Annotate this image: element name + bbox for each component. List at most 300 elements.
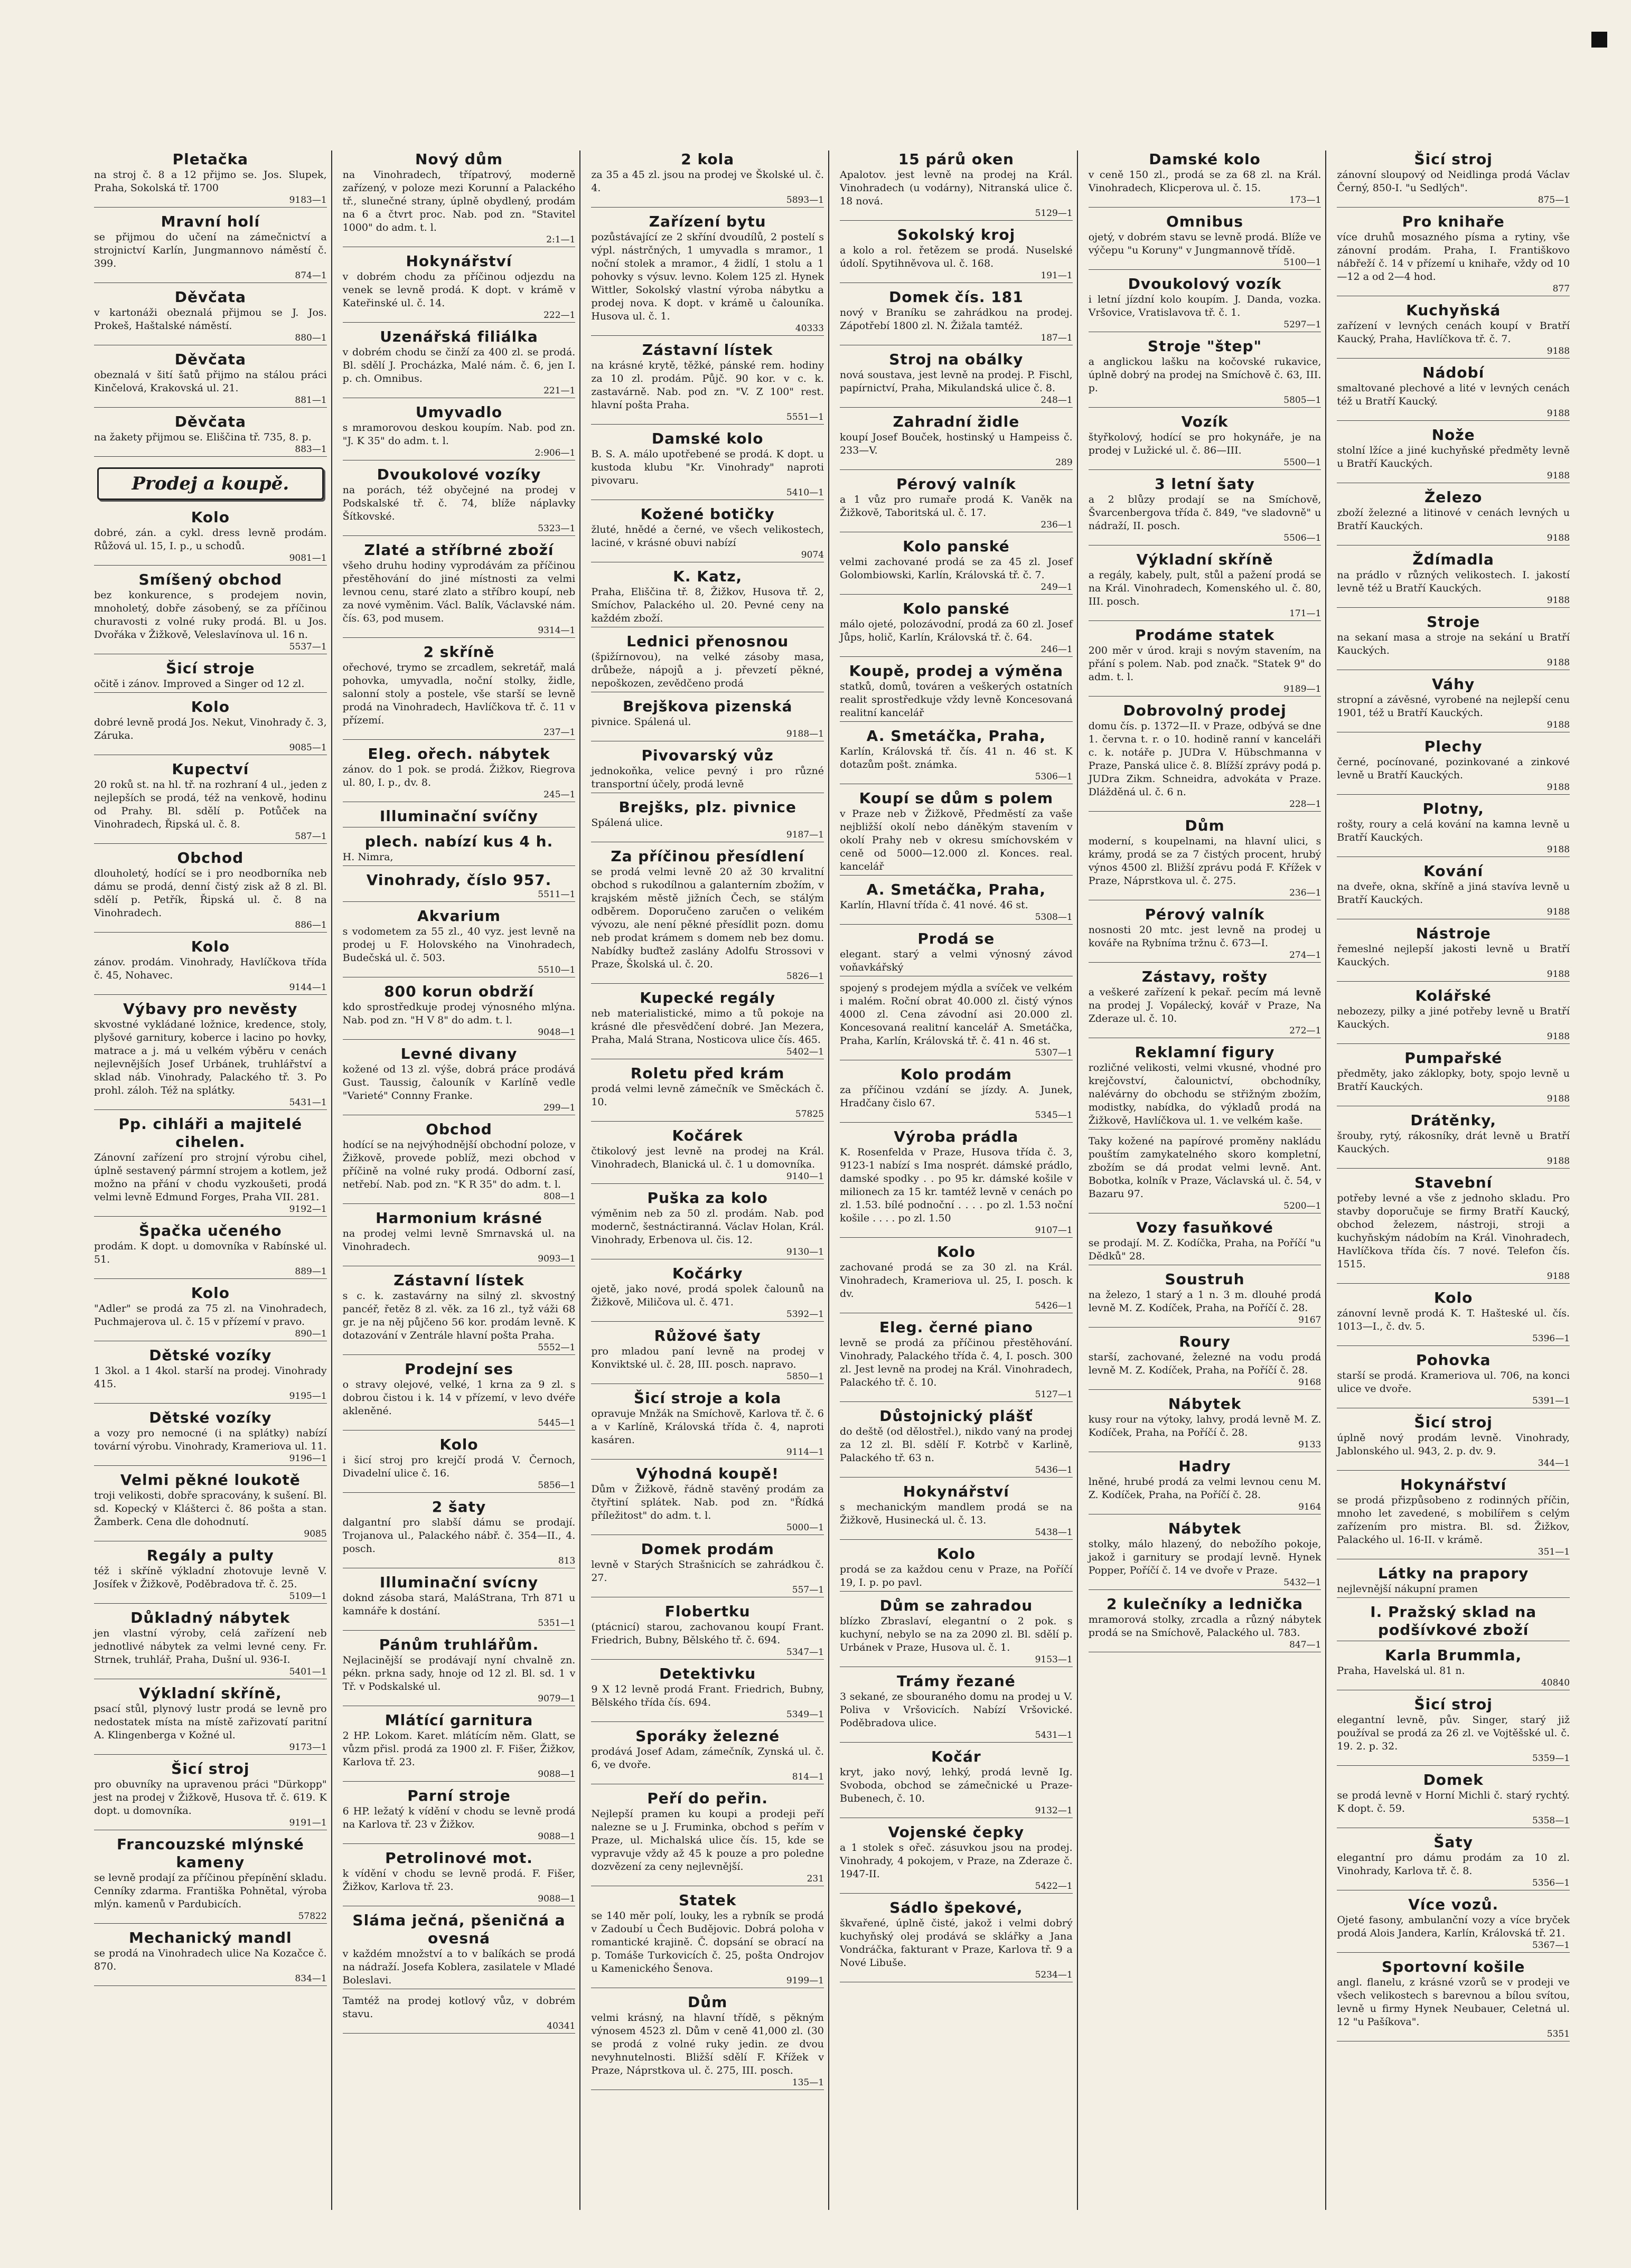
ad-text: zachované prodá se za 30 zl. na Král. Vinohradech, Krameriova ul. 25, I. posch. k dv. — [840, 1262, 1073, 1300]
ad-code: 5351 — [1546, 2029, 1570, 2039]
ad-code: 221—1 — [543, 385, 576, 396]
ad-divider — [1337, 607, 1570, 608]
ad-title: Dům — [1185, 817, 1225, 834]
ad-title: Kožené botičky — [640, 505, 775, 523]
ad-title: Děvčata — [174, 288, 246, 306]
classified-ad — [343, 1849, 576, 1906]
ad-code: 5100—1 — [1283, 257, 1321, 268]
ad-code: 5856—1 — [538, 1480, 576, 1491]
ad-title: plech. nabízí kus 4 h. — [364, 833, 554, 850]
classified-ad — [840, 1407, 1073, 1478]
ad-code: 9088—1 — [538, 1769, 576, 1780]
classified-ad — [1337, 150, 1570, 208]
ad-text: s vodometem za 55 zl., 40 vyz. jest levně na prodej u F. Holovského na Vinohradech, Budečská ul. č. 503. — [342, 926, 576, 964]
ad-divider — [1337, 1597, 1570, 1598]
ad-code: 9314—1 — [538, 625, 576, 636]
classified-ad — [591, 1127, 824, 1184]
ad-title: Dům se zahradou — [879, 1597, 1033, 1614]
ad-title: Vinohrady, číslo 957. — [366, 871, 552, 889]
ad-code: 9188 — [1546, 657, 1570, 668]
ad-divider — [1337, 420, 1570, 421]
ad-title: Zlaté a stříbrné zboží — [364, 541, 554, 559]
ad-text: nový v Braníku se zahrádkou na prodej. Zápotřebí 1800 zl. N. Žižala tamtéž. — [840, 307, 1073, 332]
ad-column — [836, 150, 1078, 2210]
classified-ad — [840, 982, 1073, 1060]
classified-ad — [591, 633, 824, 692]
ad-code: 9188 — [1546, 782, 1570, 793]
ad-text: za 35 a 45 zl. jsou na prodej ve Školské ul. č. 4. — [591, 169, 824, 194]
ad-code: 228—1 — [1289, 799, 1321, 810]
ad-text: domu čís. p. 1372—II. v Praze, odbývá se dne 1. června t. r. o 10. hodině ranní v kanceláři c. k. notáře p. JUDra V. Hübschmanna v Praze, Panská ulice č. 8. Blížší zprávy podá p. JUDra Zikm. Schneidra, advokáta v Praze. Dlážděná ul. č. 6 n. — [1088, 720, 1321, 798]
ad-divider — [840, 1539, 1073, 1540]
ad-title: Pérový valník — [896, 475, 1016, 493]
ad-title: Brejškova pizenská — [622, 698, 793, 715]
classified-ad — [343, 541, 576, 638]
classified-ad — [1089, 213, 1321, 270]
ad-code: 889—1 — [295, 1266, 327, 1277]
ad-text: zařízení v levných cenách koupí v Bratří Kaucký, Praha, Havlíčkova tř. č. 7. — [1337, 320, 1570, 345]
ad-text: psací stůl, plynový lustr prodá se levně pro nedostatek místa na místě zařizovatí paritní A. Klingenberga v Kožné ul. — [94, 1703, 327, 1741]
ad-text: kryt, jako nový, lehký, prodá levně Ig. Svoboda, obchod se zámečnické u Praze-Bubenech, č. 10. — [840, 1766, 1073, 1804]
ad-code: 5402—1 — [786, 1047, 824, 1057]
classified-ad — [94, 1115, 327, 1217]
classified-ad — [1337, 1958, 1570, 2041]
ad-title: Dětské vozíky — [149, 1347, 272, 1364]
ad-text: málo ojeté, polozávodní, prodá za 60 zl. Josef Jůps, holič, Karlín, Královská tř. č. 64. — [840, 618, 1073, 643]
ad-divider — [591, 1459, 824, 1460]
ad-code: 5127—1 — [1035, 1389, 1073, 1400]
ad-text: stolní lžíce a jiné kuchyňské předměty levně u Bratří Kauckých. — [1337, 445, 1570, 469]
ad-title: Výbavy pro nevěsty — [123, 1000, 298, 1018]
classified-ad — [1337, 1414, 1570, 1471]
ad-text: Taky kožené na papírové proměny nakládu pouštím zamykatelného skoro kompletní, zbožím se dá prodat velmi levně. Ant. Bobotka, kolník v Praze, Václavská ul. č. 54, v Bazaru 97. — [1088, 1135, 1321, 1200]
ad-code: 9074 — [801, 550, 824, 560]
ad-text: a 2 blůzy prodají se na Smíchově, Švarcenbergova třída č. 849, "ve sladovně" u nádraží, II. posch. — [1088, 494, 1321, 532]
ad-text: zánov. do 1 pok. se prodá. Žižkov, Riegrova ul. 80, I. p., dv. 8. — [342, 764, 576, 788]
classified-ad — [840, 789, 1073, 876]
ad-text: jen vlastní výroby, celá zařízení neb jednotlivé nábytek za velmi levné ceny. Fr. Strnek, truhlář, Praha, Dušní ul. 936-I. — [94, 1627, 327, 1665]
classified-ad — [343, 403, 576, 460]
ad-text: stolky, málo hlazený, do nebožího pokoje, jakož i garnitury se prodají levně. Hynek Popper, Poříčí č. 14 ve dvoře v Praze. — [1088, 1538, 1321, 1576]
ad-title: Kolo — [936, 1545, 976, 1563]
ad-text: zboží železné a litinové v cenách levných u Bratří Kauckých. — [1337, 507, 1570, 532]
ad-title: Illuminační svícny — [379, 1574, 539, 1591]
ad-divider — [1337, 794, 1570, 795]
ad-divider — [94, 994, 327, 995]
ad-title: Petrolinové mot. — [385, 1849, 533, 1867]
classified-ad — [1337, 551, 1570, 608]
ad-divider — [840, 1122, 1073, 1123]
ad-code: 5234—1 — [1035, 1970, 1073, 1980]
ad-title: Statek — [678, 1891, 737, 1909]
classified-ad — [94, 1222, 327, 1279]
classified-ad — [840, 1545, 1073, 1592]
ad-column — [1084, 150, 1327, 2210]
classified-ad — [840, 1823, 1073, 1894]
classified-ad — [1089, 1219, 1321, 1265]
ad-code: 2:1—1 — [546, 234, 576, 245]
classified-ad — [591, 1389, 824, 1460]
ad-title: Peří do peřin. — [647, 1790, 768, 1807]
classified-ad — [343, 983, 576, 1040]
ad-title: Dvoukolový vozík — [1128, 275, 1282, 293]
ad-title: Plechy — [1424, 738, 1483, 755]
classified-ad — [591, 1993, 824, 2090]
classified-ad — [94, 1684, 327, 1755]
ad-title: Roletu před krám — [630, 1065, 785, 1082]
ad-code: 9144—1 — [289, 982, 327, 993]
ad-text: a 1 vůz pro rumaře prodá K. Vaněk na Žižkově, Taboritská ul. č. 17. — [840, 494, 1073, 519]
ad-title: Damské kolo — [1149, 150, 1261, 168]
ad-code: 236—1 — [1041, 520, 1073, 530]
ad-text: Spálená ulice. — [591, 817, 663, 829]
classified-ad — [343, 1045, 576, 1115]
classified-ad — [1089, 1395, 1321, 1452]
ad-divider — [591, 983, 824, 984]
ad-text: čtikolový jest levně na prodej na Král. Vinohradech, Blanická ul. č. 1 u domovníka. — [591, 1145, 824, 1170]
ad-code: 5358—1 — [1532, 1815, 1570, 1826]
ad-text: pivnice. Spálená ul. — [591, 716, 691, 728]
ad-title: Váhy — [1432, 675, 1475, 693]
ad-title: Umyvadlo — [415, 403, 503, 421]
ad-title: Důkladný nábytek — [130, 1609, 290, 1626]
ad-title: Akvarium — [417, 907, 501, 925]
ad-divider — [94, 1465, 327, 1466]
ad-text: obeznalá v šití šatů přijmo na stálou práci Kinčelová, Krakovská ul. 21. — [94, 369, 327, 394]
classified-ad — [94, 849, 327, 933]
ad-title: Stroje — [1427, 613, 1480, 630]
classified-ad — [94, 1929, 327, 1986]
classified-ad — [591, 1727, 824, 1784]
ad-code: 9085 — [304, 1529, 327, 1539]
ad-title: Nábytek — [1168, 1520, 1242, 1537]
ad-code: 351—1 — [1538, 1547, 1570, 1557]
ad-title: Domek — [1423, 1771, 1484, 1789]
ad-code: 5422—1 — [1035, 1881, 1073, 1891]
classified-ad — [94, 760, 327, 844]
ad-text: nebozezy, pilky a jiné potřeby levně u Bratří Kauckých. — [1337, 1005, 1570, 1030]
ad-text: blízko Zbraslaví, elegantní o 2 pok. s kuchyní, nebylo se na za 2090 zl. Bl. sdělí p. Urbánek v Praze, Husova ul. č. 1. — [840, 1615, 1073, 1653]
ad-code: 9188 — [1546, 470, 1570, 481]
ad-title: Sokolský kroj — [897, 226, 1016, 243]
ad-title: Kolo — [1434, 1289, 1473, 1306]
ad-divider — [343, 1039, 576, 1040]
ad-text: na prodej velmi levně Smrnavská ul. na Vinohradech. — [342, 1228, 576, 1253]
ad-text: na Vinohradech, třípatrový, moderně zařízený, v poloze mezi Korunní a Palackého tř., slunečné strany, úplně obydlený, prodám na 6 a čtvrt proc. Nab. pod zn. "Stavitel 1000" do adm. t. l. — [342, 169, 576, 233]
ad-text: dalgantní pro slabší dámu se prodají. Trojanova ul., Palackého nábř. č. 354—II., 4. posch. — [342, 1517, 576, 1555]
ad-text: i letní jízdní kolo koupím. J. Danda, vozka. Vršovice, Vratislavova tř. č. 1. — [1088, 294, 1321, 318]
classified-ad — [840, 1672, 1073, 1743]
ad-code: 5200—1 — [1283, 1201, 1321, 1211]
ad-title: Šicí stroj — [1414, 1696, 1493, 1713]
ad-text: zánov. prodám. Vinohrady, Havlíčkova třída č. 45, Nohavec. — [94, 956, 327, 981]
ad-code: 237—1 — [543, 727, 576, 738]
classified-ad — [591, 1065, 824, 1122]
ad-title: Kočár — [931, 1748, 981, 1765]
classified-ad — [591, 798, 824, 842]
ad-text: v kartonáži obeznalá přijmou se J. Jos. Prokeš, Haštalské náměstí. — [94, 307, 327, 332]
ad-code: 9188—1 — [786, 729, 824, 739]
ad-code: 245—1 — [543, 789, 576, 800]
ad-title: Regály a pulty — [146, 1547, 274, 1564]
ad-divider — [94, 456, 327, 457]
ad-text: Apalotov. jest levně na prodej na Král. Vinohradech (u vodárny), Nitranská ulice č. 18 nová. — [840, 169, 1073, 207]
ad-title: Pletačka — [172, 150, 249, 168]
classified-ad — [1337, 213, 1570, 296]
ad-title: Vozy fasuňkové — [1136, 1219, 1273, 1236]
ad-code: 5500—1 — [1283, 457, 1321, 468]
ad-divider — [1089, 962, 1321, 963]
ad-code: 9188 — [1546, 1271, 1570, 1282]
ad-text: jednokoňka, velice pevný i pro různé transportní účely, prodá levně — [591, 765, 824, 790]
ad-code: 9048—1 — [538, 1027, 576, 1038]
ad-text: ořechové, trymo se zrcadlem, sekretář, malá pohovka, umyvadla, noční stolky, židle, salonní stoly a postele, vše starší se levně prodá na Vinohradech, Havlíčkova tř. č. 11 v přízemí. — [342, 662, 576, 726]
ad-title: Nádobí — [1422, 364, 1485, 381]
ad-title: Koupě, prodej a výměna — [849, 662, 1064, 680]
ad-code: 9173—1 — [289, 1742, 327, 1753]
ad-title: 2 skříně — [423, 643, 495, 661]
ad-code: 5401—1 — [289, 1667, 327, 1677]
ad-code: 5351—1 — [538, 1618, 576, 1629]
ad-title: Výkladní skříně — [1136, 551, 1273, 568]
classified-ad — [1089, 702, 1321, 812]
ad-code: 5410—1 — [786, 487, 824, 498]
ad-title: Sláma ječná, pšeničná a ovesná — [352, 1912, 566, 1947]
ad-code: 274—1 — [1289, 950, 1321, 961]
classified-ad — [591, 1665, 824, 1722]
ad-text: pro obuvníky na upravenou práci "Dürkopp" jest na prodej v Žižkově, Husova tř. č. 619. K dopt. u domovníka. — [94, 1778, 327, 1817]
ad-code: 236—1 — [1289, 888, 1321, 898]
classified-ad — [343, 328, 576, 398]
ad-divider — [94, 1109, 327, 1110]
ad-text: za příčinou vzdání se jízdy. A. Junek, Hradčany čislo 67. — [840, 1084, 1073, 1109]
classified-ad — [94, 660, 327, 693]
ad-text: prodá velmi levně zámečník ve Směckách č. 10. — [591, 1083, 824, 1108]
classified-ad — [343, 1498, 576, 1568]
ad-column — [1333, 150, 1574, 2210]
ad-text: bez konkurence, s prodejem novin, mnoholetý, dobře zásobený, se za příčinou churavosti z volné ruky prodá. Bl. u Jos. Dvořáka v Žižkově, Veleslavínova ul. 16 n. — [94, 589, 327, 641]
ad-text: troji velikosti, dobře spracovány, k sušení. Bl. sd. Kopecký v Klášterci č. 86 pošta a stan. Žamberk. Cena dle dohodnutí. — [94, 1490, 327, 1528]
ad-text: Tamtéž na prodej kotlový vůz, v dobrém stavu. — [342, 1995, 576, 2020]
ad-divider — [343, 1843, 576, 1844]
ad-code: 5306—1 — [1035, 771, 1073, 782]
ad-divider — [343, 1781, 576, 1782]
ad-code: 5396—1 — [1532, 1333, 1570, 1344]
ad-title: Vozík — [1181, 413, 1229, 430]
classified-ad — [343, 1994, 576, 2034]
classified-ad — [1089, 337, 1321, 408]
classified-ad — [94, 509, 327, 566]
ad-code: 834—1 — [295, 1973, 327, 1984]
classified-ad — [94, 571, 327, 654]
ad-text: starší se prodá. Krameriova ul. 706, na konci ulice ve dvoře. — [1337, 1370, 1570, 1395]
ad-divider — [1089, 407, 1321, 408]
ad-code: 289 — [1055, 457, 1073, 468]
classified-ad — [1337, 1351, 1570, 1408]
ad-text: Karlín, Královská tř. čís. 41 n. 46 st. K dotazům pošt. známka. — [840, 746, 1073, 770]
classified-ad — [94, 1347, 327, 1404]
ad-divider — [591, 1121, 824, 1122]
ad-text: mramorová stolky, zrcadla a různý nábytek prodá se na Smíchově, Palackého ul. 783. — [1088, 1614, 1321, 1639]
ad-title: Hadry — [1178, 1457, 1231, 1475]
classified-ad — [343, 1209, 576, 1266]
classified-ad — [1089, 1333, 1321, 1390]
ad-title: Pérový valník — [1145, 906, 1265, 923]
ad-title: Nože — [1431, 426, 1475, 444]
ad-title: Stavební — [1414, 1174, 1493, 1191]
ad-code: 187—1 — [1041, 333, 1073, 343]
ad-text: na porách, též obyčejné na prodej v Podskalské tř. č. 74, blíže náplavky Šítkovské. — [342, 484, 576, 522]
classified-ad — [591, 1891, 824, 1988]
ad-title: Více vozů. — [1408, 1896, 1499, 1913]
ad-code: 9140—1 — [786, 1171, 824, 1182]
ad-title: Kování — [1423, 862, 1484, 880]
classified-ad — [1337, 1289, 1570, 1346]
classified-ad — [840, 1128, 1073, 1238]
ad-text: na sekaní masa a stroje na sekání u Bratří Kauckých. — [1337, 632, 1570, 656]
ad-divider — [840, 721, 1073, 722]
classified-ad — [343, 1636, 576, 1706]
classified-ad — [1089, 906, 1321, 963]
ad-text: lněné, hrubé prodá za velmi levnou cenu M. Z. Kodíček, Praha, na Poříčí č. 28. — [1088, 1476, 1321, 1501]
ad-text: rošty, roury a celá kování na kamna levně u Bratří Kauckých. — [1337, 818, 1570, 843]
ad-text: a anglickou lašku na kočovské rukavice, úplně dobrý na prodej na Smíchově č. 63, III. p. — [1088, 356, 1321, 394]
ad-text: Zánovní zařízení pro strojní výrobu cihel, úplně sestavený pármní strojem a kotlem, jež možno na přání v chodu vyzkoušeti, prodá velmi levně Edmund Forges, Praha VII. 281. — [94, 1152, 327, 1203]
ad-code: 881—1 — [295, 395, 327, 406]
ad-title: Růžové šaty — [654, 1327, 761, 1344]
ad-title: Kolo — [191, 1284, 230, 1302]
ad-code: 5308—1 — [1035, 912, 1073, 923]
classified-ad — [343, 807, 576, 827]
ad-title: Prodá se — [917, 930, 995, 947]
ad-divider — [1337, 1345, 1570, 1346]
classified-ad — [591, 505, 824, 562]
ad-title: Drátěnky, — [1410, 1112, 1496, 1129]
classified-ad — [591, 1189, 824, 1259]
ad-divider — [94, 565, 327, 566]
ad-text: rozličné velikosti, velmi vkusné, vhodné pro krejčovství, čalounictví, obchodníky, nalévárny do obchodu se střižným zbožím, modistky, nabídka, do výkladů prodá na Žižkově, Havlíčkova ul. 1. ve velkém kaše. — [1088, 1062, 1321, 1126]
ad-code: 299—1 — [543, 1103, 576, 1113]
classified-ad — [1337, 1049, 1570, 1106]
ad-title: Puška za kolo — [647, 1189, 768, 1207]
ad-code: 171—1 — [1289, 608, 1321, 619]
ad-divider — [94, 1985, 327, 1986]
ad-title: Kolářské — [1415, 987, 1492, 1004]
classified-ad — [1089, 817, 1321, 900]
ad-text: a regály, kabely, pult, stůl a pažení prodá se na Král. Vinohradech, Komenského ul. č. 80, III. posch. — [1088, 569, 1321, 607]
ad-divider — [1337, 981, 1570, 982]
classified-ad — [343, 1912, 576, 1989]
classified-ad — [1337, 1476, 1570, 1559]
ad-code: 9188 — [1546, 969, 1570, 980]
ad-divider — [1089, 1589, 1321, 1590]
ad-title: Kuchyňská — [1406, 302, 1501, 319]
classified-ad — [591, 213, 824, 336]
ad-text: dobré levně prodá Jos. Nekut, Vinohrady č. 3, Záruka. — [94, 717, 327, 741]
ad-divider — [591, 1659, 824, 1660]
ad-text: pro mladou paní levně na prodej v Konviktské ul. č. 28, III. posch. napravo. — [591, 1345, 824, 1370]
ad-code: 9188 — [1546, 907, 1570, 917]
ad-text: se prodá na Vinohradech ulice Na Kozačce č. 870. — [94, 1947, 327, 1972]
ad-code: 5850—1 — [786, 1371, 824, 1382]
ad-title: Stroj na obálky — [889, 351, 1024, 368]
ad-text: koupí Josef Bouček, hostinský u Hampeiss č. 233—V. — [840, 431, 1073, 456]
ad-title: Brejšks, plz. pivnice — [618, 798, 796, 816]
ad-text: se prodá přizpůsobeno z rodinných příčin, mnoho let zavedené, s mobilířem s celým zařízením pro mistra. Bl. sd. Žižkov, Palackého ul. 16-II. v krámě. — [1337, 1494, 1570, 1546]
ad-code: 5345—1 — [1035, 1110, 1073, 1121]
ad-text: angl. flanelu, z krásné vzorů se v prodeji ve všech velikostech s barevnou a bílou svítou, levně u firmy Hynek Neubauer, Celetná ul. 12 "u Pašíkova". — [1337, 1977, 1570, 2028]
ad-text: škvařené, úplně čisté, jakož i velmi dobrý kuchyňský olej prodává se sklářky a Jana Vondráčka, fakturant v Praze, Karlova tř. 9 a Nové Libuše. — [840, 1917, 1073, 1969]
ad-title: Domek čís. 181 — [888, 288, 1024, 306]
ad-title: Látky na prapory — [1377, 1565, 1529, 1582]
classified-ad — [840, 1483, 1073, 1540]
classified-ad — [1089, 1595, 1321, 1652]
ad-title: Damské kolo — [651, 430, 764, 447]
ad-text: a 1 stolek s ořeč. zásuvkou jsou na prodej. Vinohrady, 4 pokojem, v Praze, na Zderaze č. 1947-II. — [840, 1842, 1073, 1880]
ad-divider — [840, 656, 1073, 657]
ad-divider — [1089, 1389, 1321, 1390]
ad-title: Roury — [1179, 1333, 1231, 1350]
ad-divider — [840, 594, 1073, 595]
ad-text: zánovní levně prodá K. T. Hašteské ul. čís. 1013—I., č. dv. 5. — [1337, 1307, 1570, 1332]
ad-title: Trámy řezané — [896, 1672, 1016, 1690]
ad-text: "Adler" se prodá za 75 zl. na Vinohradech, Puchmajerova ul. č. 15 v přízemí v pravo. — [94, 1303, 327, 1328]
ad-text: dobré, zán. a cykl. dress levně prodám. Růžová ul. 15, I. p., u schodů. — [94, 527, 327, 552]
ad-code: 9130—1 — [786, 1247, 824, 1257]
ad-divider — [840, 924, 1073, 925]
classified-ad — [343, 466, 576, 536]
ad-code: 9188 — [1546, 1094, 1570, 1104]
classified-ad — [94, 1836, 327, 1924]
ad-divider — [591, 207, 824, 208]
ad-title: Prodáme statek — [1135, 626, 1275, 644]
classified-ad — [591, 1327, 824, 1384]
ad-text: dlouholetý, hodící se i pro neodborníka neb dámu se prodá, denní čistý zisk až 8 zl. Bl. sdělí p. Petřík, Řipská ul. č. 8 na Vinohradech. — [94, 868, 327, 919]
classified-ad — [1089, 626, 1321, 697]
ad-title: Karla Brummla, — [1385, 1646, 1522, 1664]
ad-title: Hokynářství — [406, 252, 512, 270]
ad-title: Zástavy, rošty — [1141, 968, 1268, 985]
ad-code: 135—1 — [792, 2077, 824, 2088]
ad-divider — [1089, 269, 1321, 270]
ad-text: pozůstávající ze 2 skříní dvoudílů, 2 postelí s výpl. nástrčných, 1 umyvadla s mramor., 1 noční stolek a mramor., 4 židlí, 1 stolu a 1 pohovky s výsuv. levno. Kolem 125 zl. Hynek Wittler, Sokolský vlastní výroba nábytku a prodej nova. K dopt. v krámě u čalouníka. Husova ul. č. 1. — [591, 231, 824, 322]
ad-divider — [591, 1721, 824, 1722]
classified-ad — [343, 1711, 576, 1782]
ad-code: 5826—1 — [786, 971, 824, 982]
ad-text: šrouby, rytý, rákosníky, drát levně u Bratří Kauckých. — [1337, 1130, 1570, 1155]
ad-title: Šicí stroj — [1414, 150, 1493, 168]
classified-ad — [343, 150, 576, 247]
ad-title: Prodejní ses — [405, 1360, 513, 1378]
ad-divider — [1337, 1283, 1570, 1284]
ad-column — [339, 150, 581, 2210]
classified-ad — [1337, 1696, 1570, 1766]
classified-ad — [343, 1787, 576, 1844]
ad-text: a vozy pro nemocné (i na splátky) nabízí tovární výrobu. Vinohrady, Krameriova ul. 11. — [94, 1427, 327, 1452]
classified-ad — [94, 213, 327, 283]
ad-code: 5506—1 — [1283, 533, 1321, 543]
ad-code: 248—1 — [1041, 395, 1073, 406]
ad-divider — [840, 1401, 1073, 1402]
ad-code: 9188 — [1546, 1031, 1570, 1042]
ad-title: Zařízení bytu — [649, 213, 766, 230]
ad-code: 5431—1 — [1035, 1730, 1073, 1740]
ad-code: 880—1 — [295, 333, 327, 343]
ad-divider — [343, 739, 576, 740]
ad-title: Kočárek — [672, 1127, 743, 1144]
ad-title: I. Pražský sklad na podšívkové zboží — [1370, 1603, 1537, 1639]
ad-text: a veškeré zařízení k pekař. pecím má levně na prodej J. Vopálecký, kovář v Praze, Na Zderaze ul. č. 10. — [1088, 986, 1321, 1024]
